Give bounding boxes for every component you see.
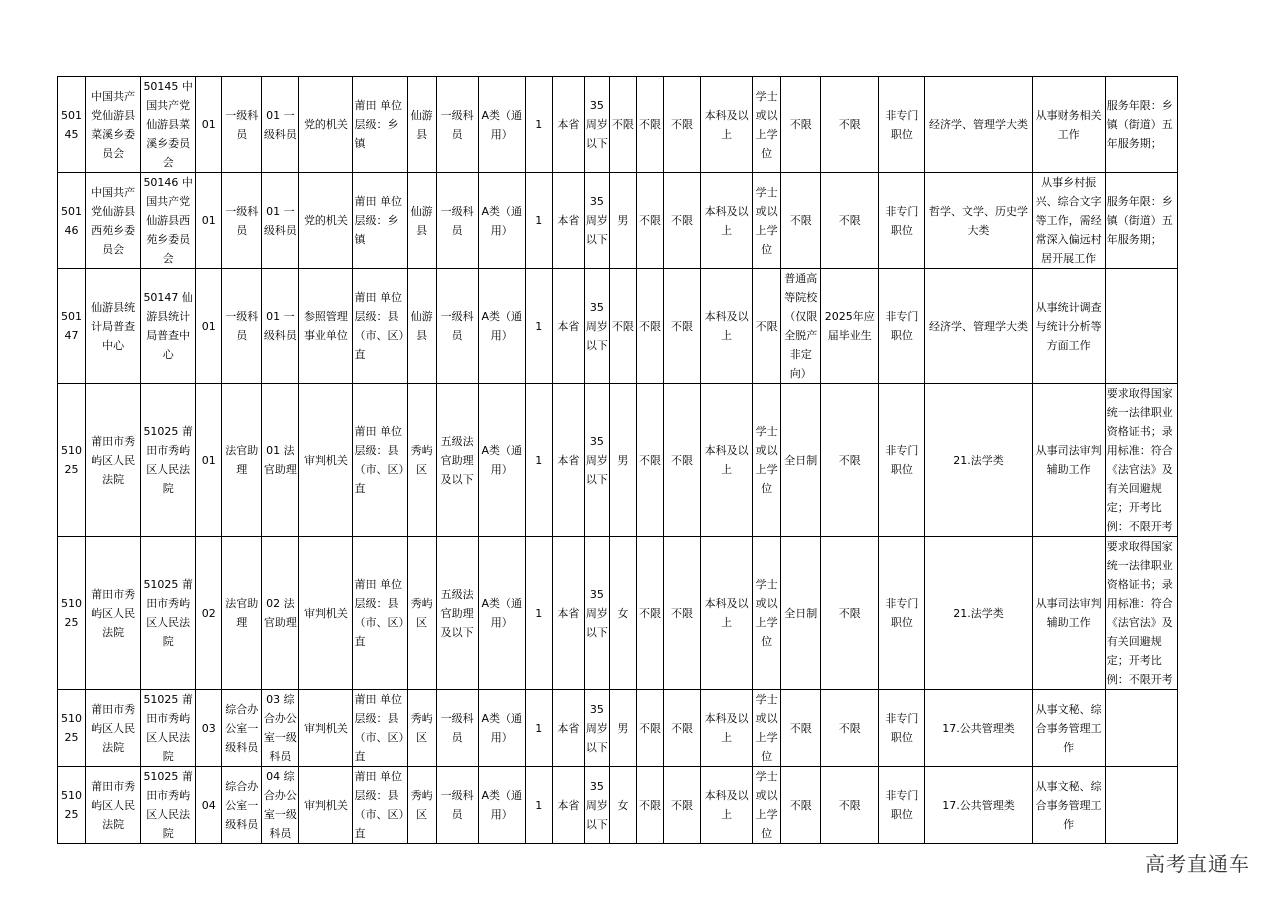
origin-cell: 本省 (552, 77, 584, 173)
area-cell: 秀屿区 (407, 537, 436, 690)
table-row (58, 537, 1178, 690)
age-cell: 35周岁以下 (584, 767, 609, 844)
unit-cell: 50145 中国共产党仙游县菜溪乡委员会 (141, 77, 196, 173)
origin-cell: 本省 (552, 173, 584, 269)
position-full-cell: 01 一级科员 (262, 173, 299, 269)
major-cell: 17.公共管理类 (925, 767, 1032, 844)
unit-level-cell: 莆田 单位层级：县（市、区）直 (353, 537, 407, 690)
post-type-cell: 非专门职位 (879, 384, 925, 537)
exam-type-cell: A类（通用） (478, 767, 525, 844)
note-cell: 要求取得国家统一法律职业资格证书；录用标准：符合《法官法》及有关回避规定；开考比例：不限开考 (1105, 384, 1177, 537)
code-cell: 51025 (58, 384, 86, 537)
department-cell: 莆田市秀屿区人民法院 (86, 690, 141, 767)
politics-cell: 不限 (663, 767, 700, 844)
post-type-cell: 非专门职位 (879, 690, 925, 767)
department-cell: 中国共产党仙游县西苑乡委员会 (86, 173, 141, 269)
ethnicity-cell: 不限 (636, 537, 663, 690)
politics-cell: 不限 (663, 690, 700, 767)
code-cell: 51025 (58, 767, 86, 844)
unit-level-cell: 莆田 单位层级：乡镇 (353, 173, 407, 269)
post-type-cell: 非专门职位 (879, 269, 925, 384)
origin-cell: 本省 (552, 269, 584, 384)
politics-cell: 不限 (663, 384, 700, 537)
study-mode-cell: 全日制 (781, 537, 821, 690)
degree-cell: 不限 (753, 269, 781, 384)
table-row (58, 77, 1178, 173)
recruitment-table (57, 76, 1178, 844)
gender-cell: 女 (609, 767, 636, 844)
headcount-cell: 1 (525, 767, 552, 844)
ethnicity-cell: 不限 (636, 690, 663, 767)
job-content-cell: 从事司法审判辅助工作 (1032, 384, 1105, 537)
code-cell: 50145 (58, 77, 86, 173)
area-cell: 秀屿区 (407, 690, 436, 767)
education-cell: 本科及以上 (701, 269, 753, 384)
job-content-cell: 从事司法审判辅助工作 (1032, 537, 1105, 690)
job-content-cell: 从事统计调查与统计分析等方面工作 (1032, 269, 1105, 384)
ethnicity-cell: 不限 (636, 384, 663, 537)
rank-cell: 五级法官助理及以下 (436, 384, 478, 537)
area-cell: 秀屿区 (407, 767, 436, 844)
origin-cell: 本省 (552, 384, 584, 537)
age-cell: 35周岁以下 (584, 77, 609, 173)
position-name-cell: 一级科员 (222, 77, 262, 173)
gender-cell: 不限 (609, 77, 636, 173)
job-content-cell: 从事文秘、综合事务管理工作 (1032, 690, 1105, 767)
table-row (58, 269, 1178, 384)
position-full-cell: 01 一级科员 (262, 77, 299, 173)
post-type-cell: 非专门职位 (879, 173, 925, 269)
table-row (58, 690, 1178, 767)
position-code-cell: 03 (196, 690, 222, 767)
note-cell (1105, 767, 1177, 844)
unit-level-cell: 莆田 单位层级：乡镇 (353, 77, 407, 173)
headcount-cell: 1 (525, 173, 552, 269)
note-cell: 服务年限：乡镇（街道）五年服务期； (1105, 173, 1177, 269)
target-cell: 不限 (821, 537, 879, 690)
table-row (58, 384, 1178, 537)
ethnicity-cell: 不限 (636, 767, 663, 844)
department-cell: 莆田市秀屿区人民法院 (86, 767, 141, 844)
exam-type-cell: A类（通用） (478, 77, 525, 173)
position-code-cell: 04 (196, 767, 222, 844)
study-mode-cell: 不限 (781, 690, 821, 767)
position-full-cell: 03 综合办公室一级科员 (262, 690, 299, 767)
target-cell: 不限 (821, 173, 879, 269)
education-cell: 本科及以上 (701, 384, 753, 537)
position-name-cell: 综合办公室一级科员 (222, 767, 262, 844)
gender-cell: 不限 (609, 269, 636, 384)
post-type-cell: 非专门职位 (879, 767, 925, 844)
rank-cell: 一级科员 (436, 690, 478, 767)
unit-type-cell: 党的机关 (299, 173, 353, 269)
code-cell: 50147 (58, 269, 86, 384)
headcount-cell: 1 (525, 269, 552, 384)
age-cell: 35周岁以下 (584, 173, 609, 269)
study-mode-cell: 不限 (781, 173, 821, 269)
position-code-cell: 01 (196, 173, 222, 269)
unit-cell: 51025 莆田市秀屿区人民法院 (141, 767, 196, 844)
target-cell: 2025年应届毕业生 (821, 269, 879, 384)
education-cell: 本科及以上 (701, 537, 753, 690)
origin-cell: 本省 (552, 537, 584, 690)
headcount-cell: 1 (525, 537, 552, 690)
politics-cell: 不限 (663, 269, 700, 384)
education-cell: 本科及以上 (701, 173, 753, 269)
age-cell: 35周岁以下 (584, 690, 609, 767)
politics-cell: 不限 (663, 173, 700, 269)
area-cell: 秀屿区 (407, 384, 436, 537)
position-full-cell: 01 法官助理 (262, 384, 299, 537)
position-full-cell: 02 法官助理 (262, 537, 299, 690)
department-cell: 莆田市秀屿区人民法院 (86, 537, 141, 690)
degree-cell: 学士或以上学位 (753, 77, 781, 173)
degree-cell: 学士或以上学位 (753, 767, 781, 844)
study-mode-cell: 普通高等院校（仅限全脱产非定向） (781, 269, 821, 384)
major-cell: 17.公共管理类 (925, 690, 1032, 767)
rank-cell: 一级科员 (436, 269, 478, 384)
gender-cell: 男 (609, 173, 636, 269)
headcount-cell: 1 (525, 384, 552, 537)
degree-cell: 学士或以上学位 (753, 537, 781, 690)
unit-level-cell: 莆田 单位层级：县（市、区）直 (353, 384, 407, 537)
unit-cell: 50146 中国共产党仙游县西苑乡委员会 (141, 173, 196, 269)
watermark: 高考直通车 (1145, 852, 1250, 876)
code-cell: 51025 (58, 537, 86, 690)
position-code-cell: 01 (196, 77, 222, 173)
area-cell: 仙游县 (407, 77, 436, 173)
major-cell: 21.法学类 (925, 537, 1032, 690)
post-type-cell: 非专门职位 (879, 537, 925, 690)
headcount-cell: 1 (525, 77, 552, 173)
age-cell: 35周岁以下 (584, 537, 609, 690)
position-name-cell: 一级科员 (222, 269, 262, 384)
gender-cell: 男 (609, 384, 636, 537)
degree-cell: 学士或以上学位 (753, 173, 781, 269)
rank-cell: 一级科员 (436, 77, 478, 173)
position-name-cell: 综合办公室一级科员 (222, 690, 262, 767)
unit-type-cell: 参照管理事业单位 (299, 269, 353, 384)
department-cell: 仙游县统计局普查中心 (86, 269, 141, 384)
unit-type-cell: 审判机关 (299, 690, 353, 767)
position-name-cell: 法官助理 (222, 537, 262, 690)
area-cell: 仙游县 (407, 269, 436, 384)
job-content-cell: 从事财务相关工作 (1032, 77, 1105, 173)
unit-type-cell: 党的机关 (299, 77, 353, 173)
note-cell (1105, 690, 1177, 767)
department-cell: 莆田市秀屿区人民法院 (86, 384, 141, 537)
politics-cell: 不限 (663, 77, 700, 173)
major-cell: 21.法学类 (925, 384, 1032, 537)
code-cell: 50146 (58, 173, 86, 269)
major-cell: 经济学、管理学大类 (925, 77, 1032, 173)
target-cell: 不限 (821, 767, 879, 844)
table-row (58, 767, 1178, 844)
table-row (58, 173, 1178, 269)
unit-type-cell: 审判机关 (299, 384, 353, 537)
position-code-cell: 02 (196, 537, 222, 690)
code-cell: 51025 (58, 690, 86, 767)
major-cell: 经济学、管理学大类 (925, 269, 1032, 384)
position-full-cell: 01 一级科员 (262, 269, 299, 384)
gender-cell: 男 (609, 690, 636, 767)
age-cell: 35周岁以下 (584, 384, 609, 537)
study-mode-cell: 全日制 (781, 384, 821, 537)
job-content-cell: 从事文秘、综合事务管理工作 (1032, 767, 1105, 844)
degree-cell: 学士或以上学位 (753, 384, 781, 537)
note-cell: 要求取得国家统一法律职业资格证书；录用标准：符合《法官法》及有关回避规定；开考比例：不限开考 (1105, 537, 1177, 690)
education-cell: 本科及以上 (701, 690, 753, 767)
unit-cell: 50147 仙游县统计局普查中心 (141, 269, 196, 384)
department-cell: 中国共产党仙游县菜溪乡委员会 (86, 77, 141, 173)
rank-cell: 五级法官助理及以下 (436, 537, 478, 690)
headcount-cell: 1 (525, 690, 552, 767)
unit-cell: 51025 莆田市秀屿区人民法院 (141, 690, 196, 767)
exam-type-cell: A类（通用） (478, 384, 525, 537)
major-cell: 哲学、文学、历史学大类 (925, 173, 1032, 269)
unit-level-cell: 莆田 单位层级：县（市、区）直 (353, 269, 407, 384)
unit-cell: 51025 莆田市秀屿区人民法院 (141, 537, 196, 690)
politics-cell: 不限 (663, 537, 700, 690)
position-code-cell: 01 (196, 384, 222, 537)
origin-cell: 本省 (552, 690, 584, 767)
study-mode-cell: 不限 (781, 77, 821, 173)
area-cell: 仙游县 (407, 173, 436, 269)
education-cell: 本科及以上 (701, 77, 753, 173)
target-cell: 不限 (821, 690, 879, 767)
note-cell: 服务年限：乡镇（街道）五年服务期； (1105, 77, 1177, 173)
position-name-cell: 法官助理 (222, 384, 262, 537)
rank-cell: 一级科员 (436, 173, 478, 269)
exam-type-cell: A类（通用） (478, 690, 525, 767)
study-mode-cell: 不限 (781, 767, 821, 844)
gender-cell: 女 (609, 537, 636, 690)
position-full-cell: 04 综合办公室一级科员 (262, 767, 299, 844)
exam-type-cell: A类（通用） (478, 173, 525, 269)
exam-type-cell: A类（通用） (478, 269, 525, 384)
ethnicity-cell: 不限 (636, 269, 663, 384)
target-cell: 不限 (821, 77, 879, 173)
position-code-cell: 01 (196, 269, 222, 384)
unit-cell: 51025 莆田市秀屿区人民法院 (141, 384, 196, 537)
table-body (58, 77, 1178, 844)
unit-level-cell: 莆田 单位层级：县（市、区）直 (353, 767, 407, 844)
ethnicity-cell: 不限 (636, 173, 663, 269)
position-name-cell: 一级科员 (222, 173, 262, 269)
unit-level-cell: 莆田 单位层级：县（市、区）直 (353, 690, 407, 767)
note-cell (1105, 269, 1177, 384)
post-type-cell: 非专门职位 (879, 77, 925, 173)
ethnicity-cell: 不限 (636, 77, 663, 173)
rank-cell: 一级科员 (436, 767, 478, 844)
exam-type-cell: A类（通用） (478, 537, 525, 690)
job-content-cell: 从事乡村振兴、综合文字等工作，需经常深入偏远村居开展工作 (1032, 173, 1105, 269)
education-cell: 本科及以上 (701, 767, 753, 844)
origin-cell: 本省 (552, 767, 584, 844)
degree-cell: 学士或以上学位 (753, 690, 781, 767)
unit-type-cell: 审判机关 (299, 537, 353, 690)
age-cell: 35周岁以下 (584, 269, 609, 384)
target-cell: 不限 (821, 384, 879, 537)
unit-type-cell: 审判机关 (299, 767, 353, 844)
